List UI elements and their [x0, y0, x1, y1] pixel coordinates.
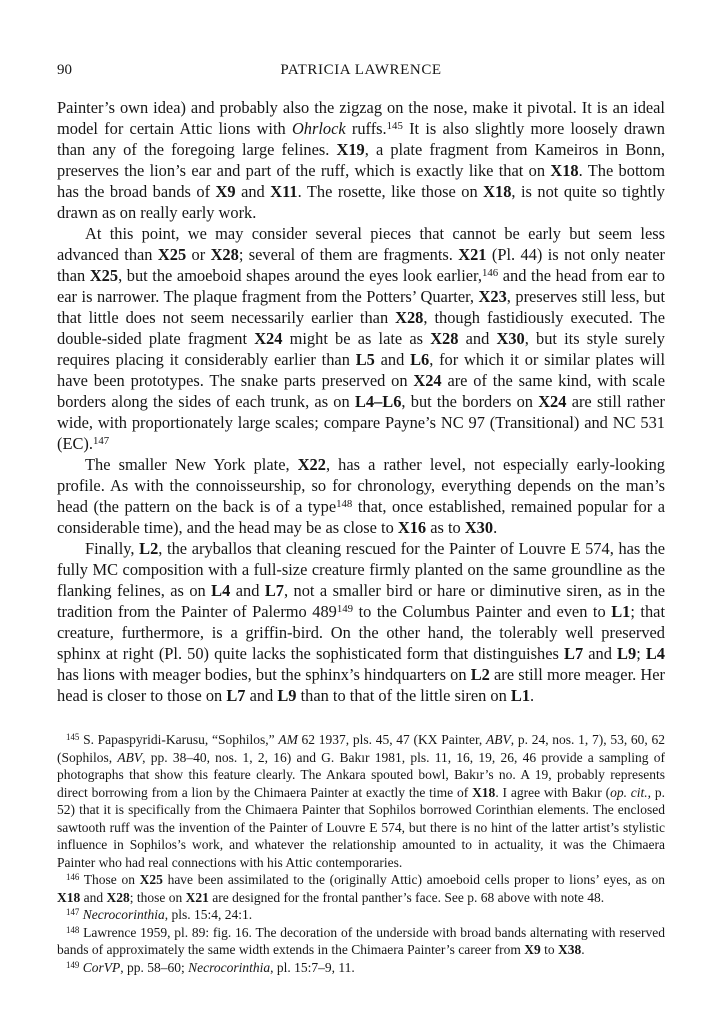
- text-run: X11: [270, 182, 298, 201]
- text-run: X21: [458, 245, 487, 264]
- text-run: are of the same kind, with scale borders along the sides of each trunk, as on: [57, 371, 665, 411]
- body-paragraph: [57, 97, 665, 223]
- text-run: and: [235, 182, 271, 201]
- text-run: , for which it or similar plates will have been prototypes. The snake parts preserved on: [57, 350, 666, 390]
- text-run: L2: [139, 539, 159, 558]
- text-run: and: [583, 644, 618, 663]
- text-run: are still more meager. Her head is closer to those on: [57, 665, 665, 705]
- text-run: L4–L6: [354, 392, 402, 411]
- footnote: [57, 731, 665, 871]
- text-run: X9: [215, 182, 236, 201]
- body-text: [57, 97, 665, 706]
- text-run: , a plate fragment from Kameiros in Bonn, preserves the lion’s ear and part of the ruff, which is exactly like that on: [57, 140, 665, 180]
- text-run: Painter’s own idea) and probably also the zigzag on the nose, make it pivotal. It is an ideal model for certain Attic lions with: [57, 98, 665, 138]
- text-run: or: [186, 245, 211, 264]
- text-run: Lawrence 1959, pl. 89: fig. 16. The decoration of the underside with broad bands alternating with reserved bands of approximately the same width extends in the Chimaera Painter’s career from: [57, 924, 665, 957]
- footnote-ref: 149: [66, 959, 80, 970]
- text-run: . The rosette, like those on: [297, 182, 484, 201]
- text-run: L6: [410, 350, 430, 369]
- running-head-title: PATRICIA LAWRENCE: [280, 62, 442, 78]
- body-paragraph: [57, 454, 665, 538]
- text-run: At this point, we may consider several pieces that cannot be early but seem less advanced than: [57, 224, 665, 264]
- text-run: S. Papaspyridi-Karusu, “Sophilos,”: [79, 732, 279, 747]
- text-run: X30: [496, 329, 525, 348]
- text-run: , pp. 58–60;: [120, 959, 189, 975]
- text-run: X25: [157, 245, 187, 264]
- text-run: .: [581, 942, 585, 957]
- text-run: L7: [264, 581, 284, 600]
- text-run: ;: [636, 644, 646, 663]
- text-run: , pls. 15:4, 24:1.: [164, 907, 253, 922]
- text-run: L1: [510, 686, 531, 705]
- text-run: L4: [645, 644, 665, 663]
- running-header: [57, 62, 665, 78]
- text-run: and: [80, 889, 107, 905]
- text-run: X24: [254, 329, 283, 348]
- footnote: [57, 906, 665, 924]
- text-run: X21: [185, 889, 209, 905]
- text-run: X23: [478, 287, 507, 306]
- text-run: X18: [472, 784, 496, 800]
- text-run: (Pl. 44) is not only neater than: [57, 245, 665, 285]
- text-run: , has a rather level, not especially early-looking profile. As with the connoisseurship, so for chronology, everything depends on the man’s head (the pattern on the back is of a type: [57, 455, 665, 516]
- text-run: , p. 24, nos. 1, 7), 53, 60, 62 (Sophilos,: [57, 732, 666, 765]
- text-run: X38: [558, 942, 582, 957]
- text-run: . I agree with Bakır (: [495, 784, 611, 800]
- text-run: X19: [336, 140, 365, 159]
- text-run: CorVP: [82, 959, 121, 975]
- text-run: , but the amoeboid shapes around the eyes look earlier,: [118, 266, 482, 285]
- text-run: L7: [226, 686, 246, 705]
- text-run: X28: [106, 889, 130, 905]
- text-run: and the head from ear to ear is narrower. The plaque fragment from the Potters’ Quarter,: [57, 266, 665, 306]
- text-run: 62 1937, pls. 45, 47 (KX Painter,: [297, 732, 487, 747]
- page-number: 90: [57, 62, 72, 78]
- text-run: to: [540, 942, 558, 957]
- text-run: , p. 52) that it is specifically from the Chimaera Painter that Sophilos borrowed Corinthian elements. The enclosed sawtooth ruff was the invention of the Painter of Louvre E 574, but there is no hint of the latter artist’s stylistic influence in Sophilos’s work, and whatever the relationship amounted to in actuality, it was the Chimaera Painter who had real connections with his Attic contemporaries.: [57, 784, 666, 870]
- text-run: ABV: [486, 732, 511, 747]
- text-run: that, once established, remained popular for a considerable time), and the head may be as close to: [57, 497, 665, 537]
- footnote-ref: 147: [92, 435, 110, 448]
- text-run: and: [245, 686, 278, 705]
- text-run: .: [530, 686, 535, 705]
- text-run: It is also slightly more loosely drawn than any of the foregoing large felines.: [57, 119, 665, 159]
- text-run: and: [230, 581, 265, 600]
- text-run: X30: [464, 518, 494, 537]
- footnotes-section: [57, 731, 665, 976]
- text-run: L5: [355, 350, 375, 369]
- footnote: [57, 924, 665, 959]
- footnote-ref: 148: [66, 924, 80, 935]
- text-run: , is not quite so tightly drawn as on really early work.: [57, 182, 665, 222]
- text-run: L9: [617, 644, 637, 663]
- text-run: X24: [538, 392, 567, 411]
- footnote: [57, 959, 665, 977]
- text-run: have been assimilated to the (originally Attic) amoeboid cells proper to lions’ eyes, as on: [162, 872, 666, 887]
- text-run: X28: [395, 308, 424, 327]
- text-run: , not a smaller bird or hare or diminutive siren, as in the tradition from the Painter of Palermo 489: [57, 581, 665, 621]
- text-run: Necrocorinthia: [188, 959, 271, 975]
- text-run: X28: [210, 245, 239, 264]
- text-run: than to that of the little siren on: [296, 686, 511, 705]
- text-run: L4: [211, 581, 231, 600]
- text-run: and: [458, 329, 497, 348]
- footnote-ref: 146: [481, 267, 499, 280]
- text-run: has lions with meager bodies, but the sphinx’s hindquarters on: [57, 665, 471, 684]
- text-run: to the Columbus Painter and even to: [353, 602, 612, 621]
- text-run: L2: [470, 665, 490, 684]
- text-run: , preserves still less, but that little does not seem necessarily earlier than: [57, 287, 665, 327]
- footnote-ref: 145: [66, 732, 80, 742]
- text-run: L7: [564, 644, 584, 663]
- text-run: might be as late as: [282, 329, 431, 348]
- text-run: L1: [611, 602, 631, 621]
- body-paragraph: [57, 538, 665, 706]
- text-run: X9: [524, 942, 541, 957]
- footnote-ref: 148: [336, 498, 353, 511]
- text-run: and: [374, 350, 411, 369]
- text-run: ; those on: [129, 889, 186, 905]
- text-run: , though fastidiously executed. The double-sided plate fragment: [57, 308, 665, 348]
- text-run: X22: [297, 455, 326, 474]
- text-run: X24: [413, 371, 442, 390]
- text-run: X25: [139, 872, 163, 887]
- text-run: AM: [278, 732, 298, 747]
- text-run: Those on: [79, 872, 140, 887]
- footnote-ref: 146: [66, 872, 80, 882]
- text-run: are still rather wide, with proportionately large scales; compare Payne’s NC 97 (Transitional) and NC 531 (EC).: [57, 392, 665, 453]
- text-run: .: [493, 518, 498, 537]
- body-paragraph: [57, 223, 665, 454]
- footnote-ref: 145: [386, 120, 403, 133]
- text-run: X25: [89, 266, 119, 285]
- text-run: op. cit.: [610, 784, 648, 800]
- text-run: as to: [426, 518, 465, 537]
- text-run: are designed for the frontal panther’s face. See p. 68 above with note 48.: [208, 889, 605, 905]
- text-run: X16: [397, 518, 427, 537]
- text-run: ruffs.: [345, 119, 387, 138]
- text-run: ; several of them are fragments.: [238, 245, 459, 264]
- text-run: , the aryballos that cleaning rescued for the Painter of Louvre E 574, has the fully MC composition with a full-size creature firmly planted on the same groundline as the flanking felines, as on: [57, 539, 665, 600]
- text-run: L9: [277, 686, 297, 705]
- footnote: [57, 871, 665, 906]
- text-run: , but the borders on: [401, 392, 539, 411]
- text-run: X18: [57, 889, 81, 905]
- text-run: Ohrlock: [291, 119, 346, 138]
- text-run: , but its style surely requires placing it considerably earlier than: [57, 329, 665, 369]
- text-run: ; that creature, furthermore, is a griffin-bird. On the other hand, the tolerably well preserved sphinx at right (Pl. 50) quite lacks the sophisticated form that distinguishes: [57, 602, 665, 663]
- text-run: X18: [550, 161, 579, 180]
- footnote-ref: 147: [66, 907, 80, 917]
- text-run: ABV: [117, 749, 143, 765]
- text-run: Necrocorinthia: [82, 907, 165, 922]
- text-run: X28: [430, 329, 459, 348]
- text-run: The smaller New York plate,: [85, 455, 298, 474]
- text-run: . The bottom has the broad bands of: [57, 161, 665, 201]
- text-run: X18: [483, 182, 512, 201]
- text-run: Finally,: [85, 539, 140, 558]
- text-run: , pl. 15:7–9, 11.: [270, 959, 355, 975]
- footnote-ref: 149: [336, 603, 354, 616]
- text-run: , pp. 38–40, nos. 1, 2, 16) and G. Bakır 1981, pls. 11, 16, 19, 26, 46 provide a sampling of photographs that show this feature clearly. The Ankara spouted bowl, Bakır’s no. A 19, probably represents direct borrowing from a lion by the Chimaera Painter at exactly the time of: [57, 749, 665, 800]
